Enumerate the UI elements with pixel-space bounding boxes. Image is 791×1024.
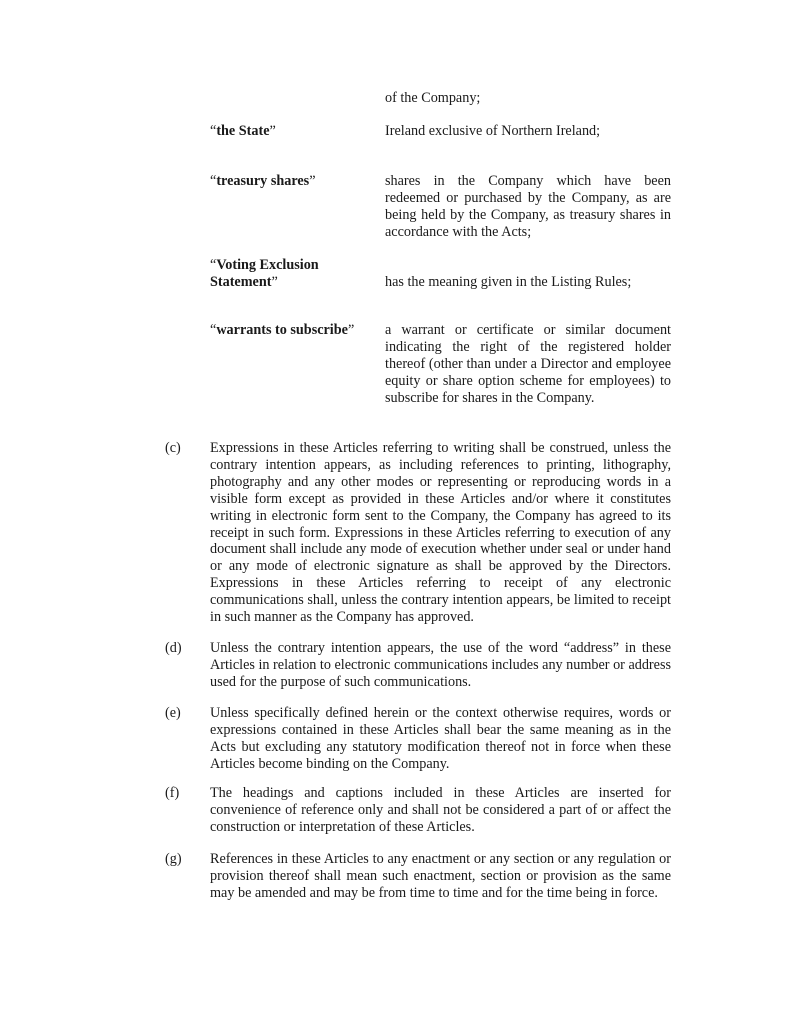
definition-term-treasury-shares: [210, 173, 380, 190]
definition-meaning-voting-exclusion-statement: has the meaning given in the Listing Rules;: [385, 274, 632, 290]
definition-term-voting-exclusion-statement: [210, 257, 380, 291]
close-quote: ”: [269, 123, 276, 139]
term-line-1: [210, 257, 380, 274]
open-quote: “: [210, 322, 217, 338]
definition-meaning-warrants-to-subscribe: a warrant or certificate or similar document indicating the right of the registered holder thereof (other than under a Director and employee equity or share option scheme for employees) to subscribe for shares in the Company.: [385, 322, 671, 406]
clause-label-e: (e): [165, 705, 181, 721]
clause-label-f: (f): [165, 785, 180, 801]
definition-term-the-state: [210, 123, 380, 140]
clause-label-c: (c): [165, 440, 181, 456]
definition-continuation: of the Company;: [385, 90, 481, 106]
clause-text-d: Unless the contrary intention appears, the use of the word “address” in these Articles in relation to electronic communications includes any number or address used for the purpose of such communications.: [210, 640, 671, 690]
clause-label-g: (g): [165, 851, 182, 867]
clause-text-f: The headings and captions included in these Articles are inserted for convenience of reference only and shall not be considered a part of or affect the construction or interpretation of these Articles.: [210, 785, 671, 835]
term-text: Voting Exclusion: [216, 257, 319, 273]
open-quote: “: [210, 257, 217, 273]
clause-label-d: (d): [165, 640, 182, 656]
clause-text-e: Unless specifically defined herein or the context otherwise requires, words or expressions contained in these Articles shall bear the same meaning as in the Acts but excluding any statutory modification thereof not in force when these Articles become binding on the Company.: [210, 705, 671, 772]
open-quote: “: [210, 173, 217, 189]
term-line-2: [210, 274, 380, 291]
definition-meaning-the-state: Ireland exclusive of Northern Ireland;: [385, 123, 601, 139]
term-text: Statement: [210, 273, 272, 290]
definition-meaning-treasury-shares: shares in the Company which have been redeemed or purchased by the Company, as are being held by the Company, as treasury shares in accordance with the Acts;: [385, 173, 671, 240]
term-text: treasury shares: [216, 173, 310, 189]
clause-text-g: References in these Articles to any enactment or any section or any regulation or provision thereof shall mean such enactment, section or provision as the same may be amended and may be from time to time and for the time being in force.: [210, 851, 671, 901]
definition-term-warrants-to-subscribe: [210, 322, 380, 339]
open-quote: “: [210, 123, 217, 139]
close-quote: ”: [347, 322, 355, 338]
clause-text-c: Expressions in these Articles referring to writing shall be construed, unless the contrary intention appears, as including references to printing, lithography, photography and any other modes or representing or reproducing words in a visible form except as provided in these Articles and/or where it constitutes writing in electronic form sent to the Company, the Company has agreed to its receipt in such form. Expressions in these Articles referring to execution of any document shall include any mode of execution whether under seal or under hand or any mode of electronic signature as shall be approved by the Directors. Expressions in these Articles referring to receipt of any electronic communications shall, unless the contrary intention appears, be limited to receipt in such manner as the Company has approved.: [210, 440, 671, 626]
close-quote: ”: [271, 273, 278, 290]
term-text: warrants to subscribe: [216, 322, 348, 338]
close-quote: ”: [309, 173, 316, 189]
term-text: the State: [216, 123, 270, 139]
